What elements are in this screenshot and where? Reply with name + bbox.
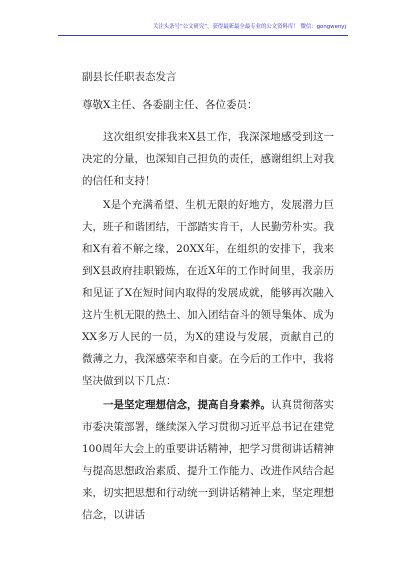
point-one-body: 认真贯彻落实市委决策部署，继续深入学习贯彻习近平总书记在建党100周年大会上的重要讲话精神，把学习贯彻讲话精神与提高思想政治素质、提升工作能力、改进作风结合起来，切实把思想和行动统一到讲话精神上来，坚定理想信念，以讲话 (82, 399, 334, 521)
point-one-lead: 一是坚定理想信念，提高自身素养。 (103, 399, 271, 411)
paragraph-point-one (82, 394, 334, 526)
document-title: 副县长任职表态发言 (82, 71, 177, 83)
header-banner-text: 关注头条号“公文研究”，获得最新最全最专业的公文资料库！ 微信：gongwenyj (152, 24, 346, 30)
header-banner (58, 22, 348, 36)
document-body (82, 70, 334, 526)
salutation: 尊敬X主任、各委副主任、各位委员： (82, 99, 258, 111)
paragraph-intro: 这次组织安排我来X县工作，我深深地感受到这一决定的分量，也深知自己担负的责任，感谢组织上对我的信任和支持！ (82, 131, 334, 187)
paragraph-background: X是个充满希望、生机无限的好地方，发展潜力巨大，班子和谐团结，干部踏实肯干，人民勤劳朴实。我和X有着不解之缘，20XX年，在组织的安排下，我来到X县政府挂职锻炼，在近X年的工作时间里，我亲历和见证了X在短时间内取得的发展成就，能够再次融入这片生机无限的热土、加入团结奋斗的领导集体、成为XX多万人民的一员，为X的建设与发展，贡献自己的微薄之力，我深感荣幸和自豪。在今后的工作中，我将坚决做到以下几点： (82, 199, 334, 387)
